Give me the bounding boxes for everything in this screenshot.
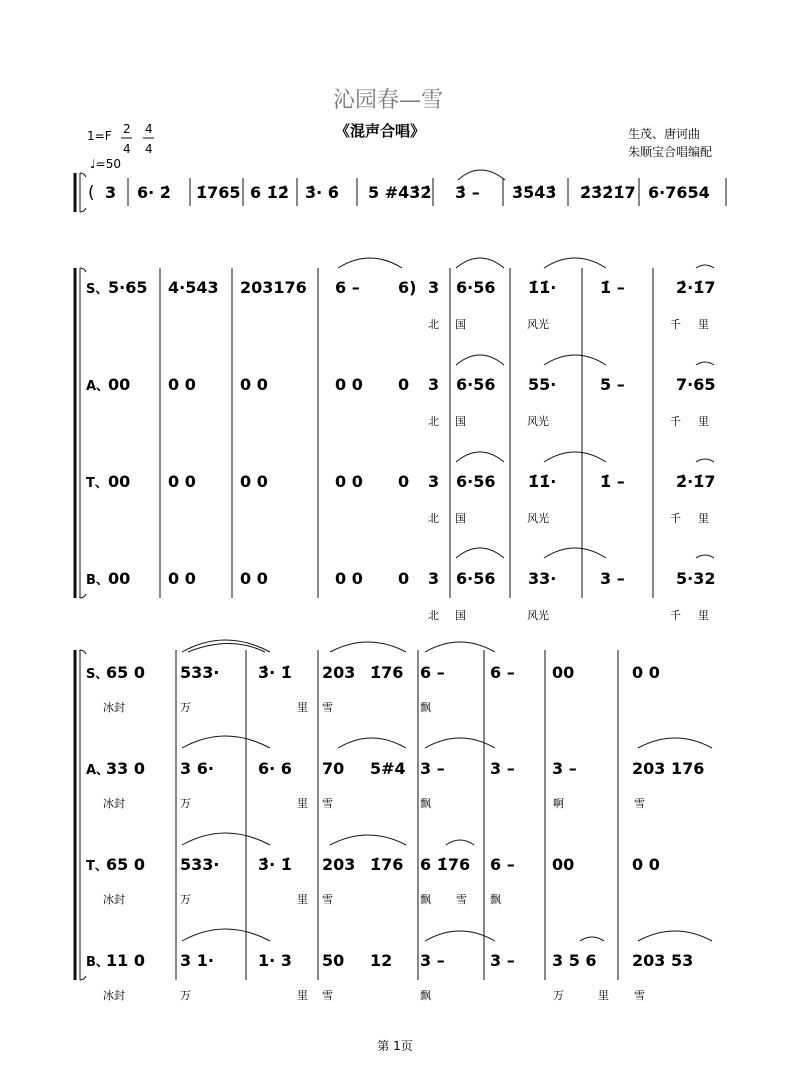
lyric: 千 bbox=[670, 609, 681, 622]
part-label: T、 bbox=[86, 476, 108, 491]
measure-notes: 1̇76 bbox=[370, 663, 404, 682]
part-label: S、 bbox=[86, 667, 109, 682]
intro-system bbox=[75, 170, 726, 212]
lyric: 北 bbox=[428, 415, 439, 428]
lyric: 雪 bbox=[322, 893, 333, 906]
measure-notes: 00 bbox=[108, 472, 131, 491]
lyric: 飘 bbox=[420, 797, 431, 810]
measure-notes: 11 0 bbox=[106, 951, 145, 970]
measure-notes: 00 bbox=[552, 663, 575, 682]
lyric: 冰封 bbox=[103, 893, 125, 906]
measure-notes: 12 bbox=[370, 951, 393, 970]
measure-notes: 0 0 bbox=[335, 569, 363, 588]
measure-notes: 6 – bbox=[335, 278, 360, 297]
measure-notes: 55· bbox=[528, 375, 557, 394]
measure-notes: 3 1· bbox=[180, 951, 214, 970]
lyric: 国 bbox=[455, 609, 466, 622]
intro-measure: 1̇765 bbox=[196, 183, 241, 202]
measure-notes: 6 1̇76 bbox=[420, 855, 471, 874]
lyric: 北 bbox=[428, 512, 439, 525]
time-sig-4-4: 4 bbox=[145, 122, 153, 136]
lyric: 北 bbox=[428, 318, 439, 331]
lyric: 飘 bbox=[420, 701, 431, 714]
measure-notes: 3 bbox=[428, 278, 440, 297]
measure-notes: 1̇1̇· bbox=[528, 472, 557, 491]
key-signature: 1=F bbox=[87, 129, 112, 143]
measure-notes: 1· 3 bbox=[258, 951, 292, 970]
measure-notes: 2̇·1̇7 bbox=[676, 278, 716, 297]
page-title: 沁园春—雪 bbox=[332, 88, 444, 113]
measure-notes: 65 0 bbox=[106, 855, 145, 874]
measure-notes: 3 – bbox=[552, 759, 577, 778]
part-label: A、 bbox=[86, 379, 110, 394]
measure-notes: 33 0 bbox=[106, 759, 145, 778]
measure-notes: 65 0 bbox=[106, 663, 145, 682]
measure-notes: 0 0 bbox=[335, 375, 363, 394]
measure-notes: 5·32 bbox=[676, 569, 716, 588]
measure-notes: 3 5 6 bbox=[552, 951, 597, 970]
measure-notes: 0 0 bbox=[240, 472, 268, 491]
measure-notes: 5#4 bbox=[370, 759, 406, 778]
intro-measure: 3 bbox=[105, 183, 117, 202]
intro-measure: 5 #4̇3̇2̇ bbox=[368, 183, 432, 202]
intro-paren: ( bbox=[88, 183, 95, 203]
system-2-slurs bbox=[182, 640, 712, 941]
intro-tie bbox=[458, 170, 505, 180]
measure-notes: 0 0 bbox=[168, 472, 196, 491]
lyric: 雪 bbox=[456, 893, 467, 906]
measure-notes: 2̇·1̇7 bbox=[676, 472, 716, 491]
measure-notes: 203 53 bbox=[632, 951, 694, 970]
lyric: 雪 bbox=[322, 989, 333, 1002]
intro-measure: 6· 2̇ bbox=[137, 183, 171, 202]
lyric: 风光 bbox=[527, 512, 549, 525]
measure-notes: 6·56 bbox=[456, 375, 496, 394]
measure-notes: 3 – bbox=[420, 759, 445, 778]
measure-notes: 5·65 bbox=[108, 278, 148, 297]
measure-notes: 33· bbox=[528, 569, 557, 588]
measure-notes: 3̇· 1̇ bbox=[258, 855, 292, 874]
lyric: 飘 bbox=[420, 989, 431, 1002]
measure-notes: 1̇ – bbox=[600, 278, 625, 297]
part-label: A、 bbox=[86, 763, 110, 778]
measure-notes: 00 bbox=[108, 375, 131, 394]
measure-notes: 6·56 bbox=[456, 278, 496, 297]
part-label: S、 bbox=[86, 282, 109, 297]
measure-notes: 0 0 bbox=[240, 375, 268, 394]
lyric: 里 bbox=[698, 512, 709, 525]
measure-notes: 0 0 bbox=[632, 663, 660, 682]
measure-notes: 533· bbox=[180, 855, 220, 874]
measure-notes: 3 bbox=[428, 375, 440, 394]
lyric: 里 bbox=[297, 989, 308, 1002]
lyric: 风光 bbox=[527, 318, 549, 331]
time-sig-4-4-bottom: 4 bbox=[145, 142, 153, 156]
lyric: 雪 bbox=[634, 989, 645, 1002]
lyric: 里 bbox=[297, 893, 308, 906]
measure-notes: 1̇1̇· bbox=[528, 278, 557, 297]
measure-notes: 3 – bbox=[490, 951, 515, 970]
lyric: 千 bbox=[670, 415, 681, 428]
measure-notes: 0 bbox=[398, 472, 410, 491]
measure-notes: 4·543 bbox=[168, 278, 219, 297]
time-sig-2-4-bottom: 4 bbox=[123, 142, 131, 156]
measure-notes: 203 bbox=[322, 663, 356, 682]
measure-notes: 0 0 bbox=[240, 569, 268, 588]
measure-notes: 3 6· bbox=[180, 759, 214, 778]
composer-credit: 生茂、唐诃曲 bbox=[628, 127, 701, 141]
lyric: 万 bbox=[180, 797, 191, 810]
lyric: 国 bbox=[455, 318, 466, 331]
lyric: 冰封 bbox=[103, 989, 125, 1002]
tempo-marking: ♩=50 bbox=[90, 157, 121, 171]
lyric: 风光 bbox=[527, 609, 549, 622]
intro-measure: 6 1̇2̇ bbox=[250, 183, 289, 202]
lyric: 雪 bbox=[322, 701, 333, 714]
measure-notes: 6 – bbox=[420, 663, 445, 682]
measure-notes: 533· bbox=[180, 663, 220, 682]
system-1 bbox=[75, 258, 715, 622]
measure-notes: 6·56 bbox=[456, 569, 496, 588]
lyric: 里 bbox=[297, 797, 308, 810]
lyric: 万 bbox=[553, 989, 564, 1002]
part-label: B、 bbox=[86, 573, 109, 588]
lyric: 里 bbox=[598, 989, 609, 1002]
lyric: 里 bbox=[698, 415, 709, 428]
page-number: 第 1页 bbox=[377, 1039, 413, 1053]
measure-notes: 1̇76 bbox=[370, 855, 404, 874]
lyric: 冰封 bbox=[103, 797, 125, 810]
measure-notes: 0 0 bbox=[168, 569, 196, 588]
lyric: 雪 bbox=[322, 797, 333, 810]
lyric: 国 bbox=[455, 415, 466, 428]
lyric: 国 bbox=[455, 512, 466, 525]
lyric: 千 bbox=[670, 318, 681, 331]
lyric: 风光 bbox=[527, 415, 549, 428]
lyric: 飘 bbox=[420, 893, 431, 906]
lyric: 啊 bbox=[553, 797, 564, 810]
measure-notes: 0 bbox=[398, 569, 410, 588]
time-sig-2-4: 2 bbox=[123, 122, 131, 136]
measure-notes: 203 bbox=[322, 855, 356, 874]
measure-notes: 203 176 bbox=[632, 759, 705, 778]
intro-measure: 2̇3̇2̇1̇7 bbox=[580, 183, 636, 202]
measure-notes: 5 – bbox=[600, 375, 625, 394]
measure-notes: 0 0 bbox=[632, 855, 660, 874]
measure-notes: 3 bbox=[428, 569, 440, 588]
lyric: 万 bbox=[180, 989, 191, 1002]
lyric: 雪 bbox=[634, 797, 645, 810]
part-label: B、 bbox=[86, 955, 109, 970]
system-1-slurs bbox=[338, 258, 714, 558]
part-label: T、 bbox=[86, 859, 108, 874]
measure-notes: 0 0 bbox=[335, 472, 363, 491]
lyric: 里 bbox=[297, 701, 308, 714]
measure-notes: 3̇· 1̇ bbox=[258, 663, 292, 682]
measure-notes: 3 – bbox=[600, 569, 625, 588]
measure-notes: 0 bbox=[398, 375, 410, 394]
measure-notes: 50 bbox=[322, 951, 345, 970]
measure-notes: 7·65 bbox=[676, 375, 716, 394]
system-2 bbox=[75, 640, 712, 1002]
measure-notes: 6·56 bbox=[456, 472, 496, 491]
intro-measure: 3̇5̇4̇3̇ bbox=[512, 183, 557, 202]
measure-notes: 6· 6 bbox=[258, 759, 292, 778]
lyric: 飘 bbox=[490, 893, 501, 906]
measure-notes: 6 – bbox=[490, 855, 515, 874]
lyric: 里 bbox=[698, 318, 709, 331]
measure-notes: 00 bbox=[552, 855, 575, 874]
lyric: 里 bbox=[698, 609, 709, 622]
measure-notes: 1̇ – bbox=[600, 472, 625, 491]
measure-notes: 6) bbox=[398, 278, 417, 297]
lyric: 冰封 bbox=[103, 701, 125, 714]
intro-measure: 3̇· 6̇ bbox=[305, 183, 339, 202]
measure-notes: 3 – bbox=[420, 951, 445, 970]
measure-notes: 203176 bbox=[240, 278, 307, 297]
arranger-credit: 朱顺宝合唱编配 bbox=[628, 145, 713, 159]
measure-notes: 0 0 bbox=[168, 375, 196, 394]
intro-measure: 6·7654 bbox=[648, 183, 710, 202]
lyric: 万 bbox=[180, 701, 191, 714]
intro-measure: 3̇ – bbox=[455, 183, 480, 202]
measure-notes: 00 bbox=[108, 569, 131, 588]
measure-notes: 3 – bbox=[490, 759, 515, 778]
lyric: 万 bbox=[180, 893, 191, 906]
lyric: 千 bbox=[670, 512, 681, 525]
page-subtitle: 《混声合唱》 bbox=[334, 122, 426, 140]
lyric: 北 bbox=[428, 609, 439, 622]
measure-notes: 3 bbox=[428, 472, 440, 491]
measure-notes: 70 bbox=[322, 759, 345, 778]
measure-notes: 6 – bbox=[490, 663, 515, 682]
